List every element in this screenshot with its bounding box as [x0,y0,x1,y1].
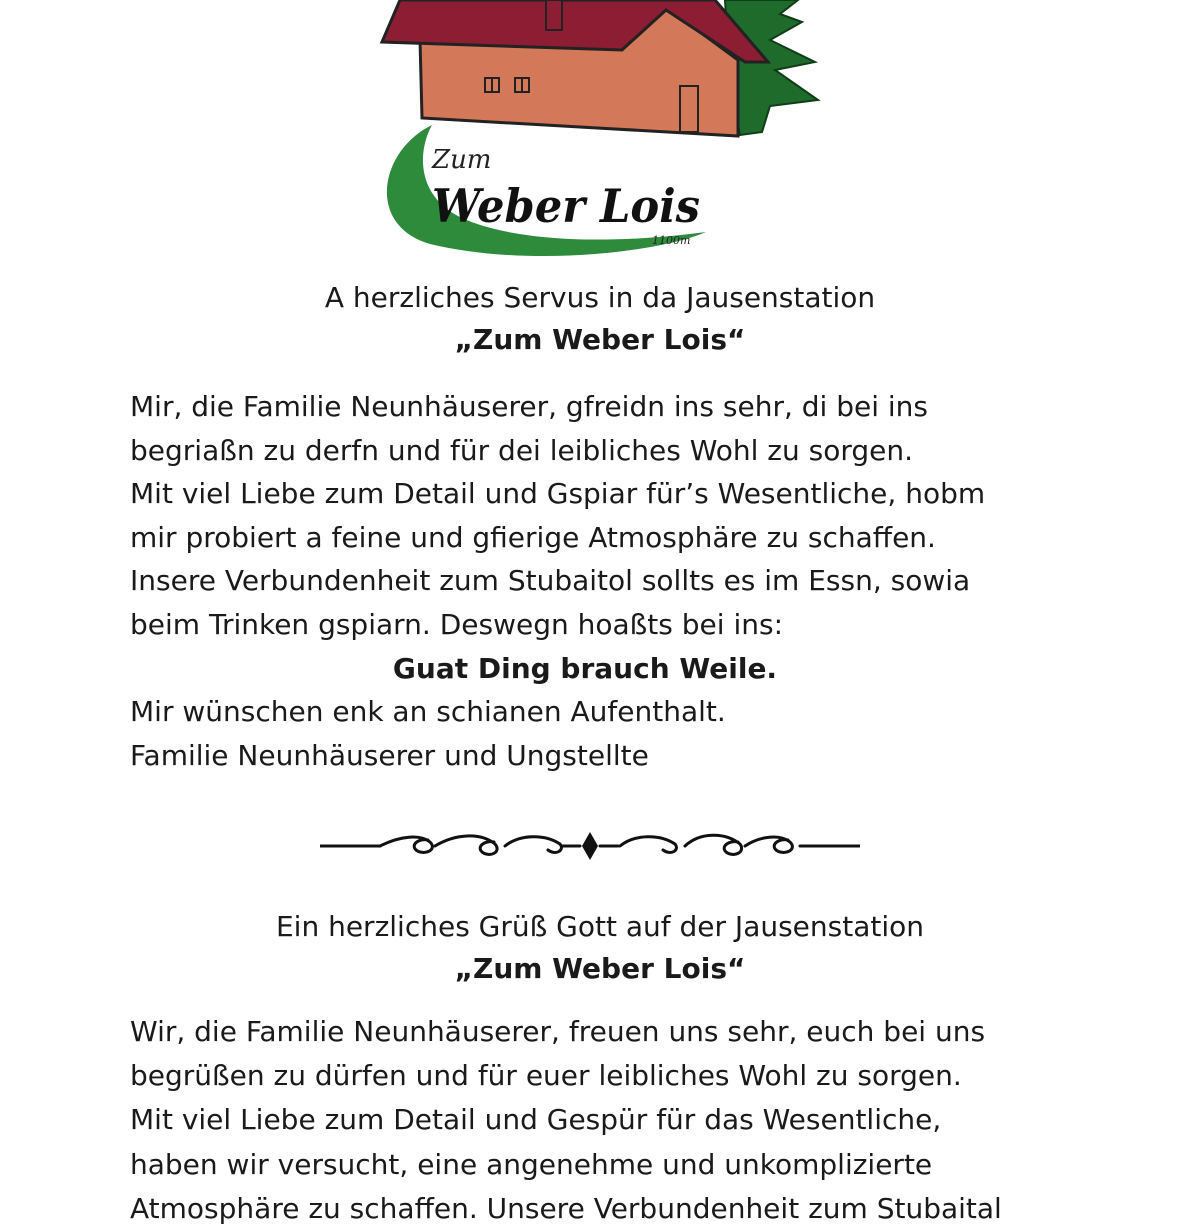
text-line: Wir, die Familie Neunhäuserer, freuen uns sehr, euch bei uns [130,1015,986,1048]
ornament-divider [320,826,860,866]
text-line: begrüßen zu dürfen und für euer leibliches Wohl zu sorgen. [130,1059,962,1093]
title-dialect: „Zum Weber Lois“ [454,323,746,356]
text-line: Mit viel Liebe zum Detail und Gespür für das Wesentliche, [130,1103,942,1137]
paragraph-standard [130,1010,1130,1231]
logo-altitude: 1100m [652,234,691,247]
text-line: mir probiert a feine und gfierige Atmosphäre zu schaffen. [130,520,936,554]
greeting-dialect: A herzliches Servus in da Jausenstation [324,281,876,314]
logo-line-weber-lois: Weber Lois [432,179,700,233]
title-standard: „Zum Weber Lois“ [454,952,746,985]
weber-lois-logo [370,0,830,262]
text-line: Atmosphäre zu schaffen. Unsere Verbundenheit zum Stubaital [130,1191,1002,1225]
signature-line: Familie Neunhäuserer und Ungstellte [130,738,649,772]
text-line: beim Trinken gspiarn. Deswegn hoaßts bei ins: [130,607,783,641]
closing-line: Mir wünschen enk an schianen Aufenthalt. [130,695,726,729]
paragraph-dialect [130,385,1130,777]
greeting-standard: Ein herzliches Grüß Gott auf der Jausenstation [275,910,925,943]
text-line: begriaßn zu derfn und für dei leibliches Wohl zu sorgen. [130,433,914,467]
text-line: Mit viel Liebe zum Detail und Gspiar für’s Wesentliche, hobm [130,477,986,511]
text-line: Insere Verbundenheit zum Stubaitol sollts es im Essn, sowia [130,564,971,598]
text-line: Mir, die Familie Neunhäuserer, gfreidn ins sehr, di bei ins [130,390,929,423]
text-line: haben wir versucht, eine angenehme und unkomplizierte [130,1147,933,1181]
house-icon [382,0,768,136]
logo-line-zum: Zum [432,145,492,175]
motto: Guat Ding brauch Weile. [392,651,778,685]
